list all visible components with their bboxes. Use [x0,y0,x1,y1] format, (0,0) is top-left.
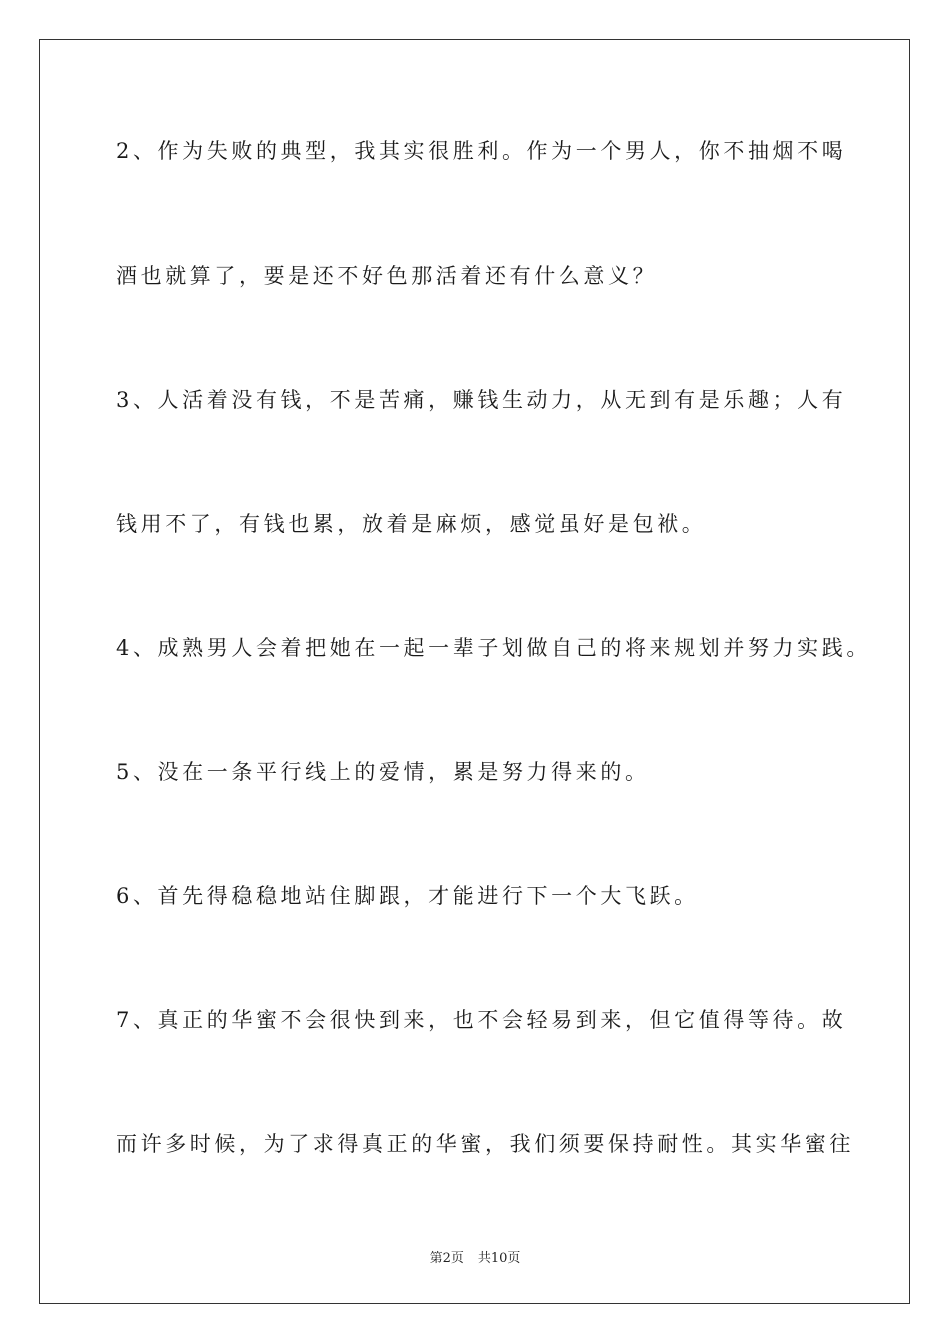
text-line-6: 5、没在一条平行线上的爱情，累是努力得来的。 [116,760,650,784]
text-line-5: 4、成熟男人会着把她在一起一辈子划做自己的将来规划并努力实践。 [116,636,871,660]
page-border [39,39,910,1304]
text-line-8: 7、真正的华蜜不会很快到来，也不会轻易到来，但它值得等待。故 [116,1008,847,1032]
text-line-1: 2、作为失败的典型，我其实很胜利。作为一个男人，你不抽烟不喝 [116,139,847,163]
page-number: 第2页 [429,1251,464,1266]
text-line-2: 酒也就算了，要是还不好色那活着还有什么意义？ [116,264,658,288]
text-line-4: 钱用不了，有钱也累，放着是麻烦，感觉虽好是包袱。 [116,512,707,536]
text-line-9: 而许多时候，为了求得真正的华蜜，我们须要保持耐性。其实华蜜往 [116,1132,854,1156]
text-line-7: 6、首先得稳稳地站住脚跟，才能进行下一个大飞跃。 [116,884,699,908]
page-footer [0,1247,950,1266]
text-line-3: 3、人活着没有钱，不是苦痛，赚钱生动力，从无到有是乐趣；人有 [116,388,847,412]
page-total: 共10页 [477,1251,521,1266]
